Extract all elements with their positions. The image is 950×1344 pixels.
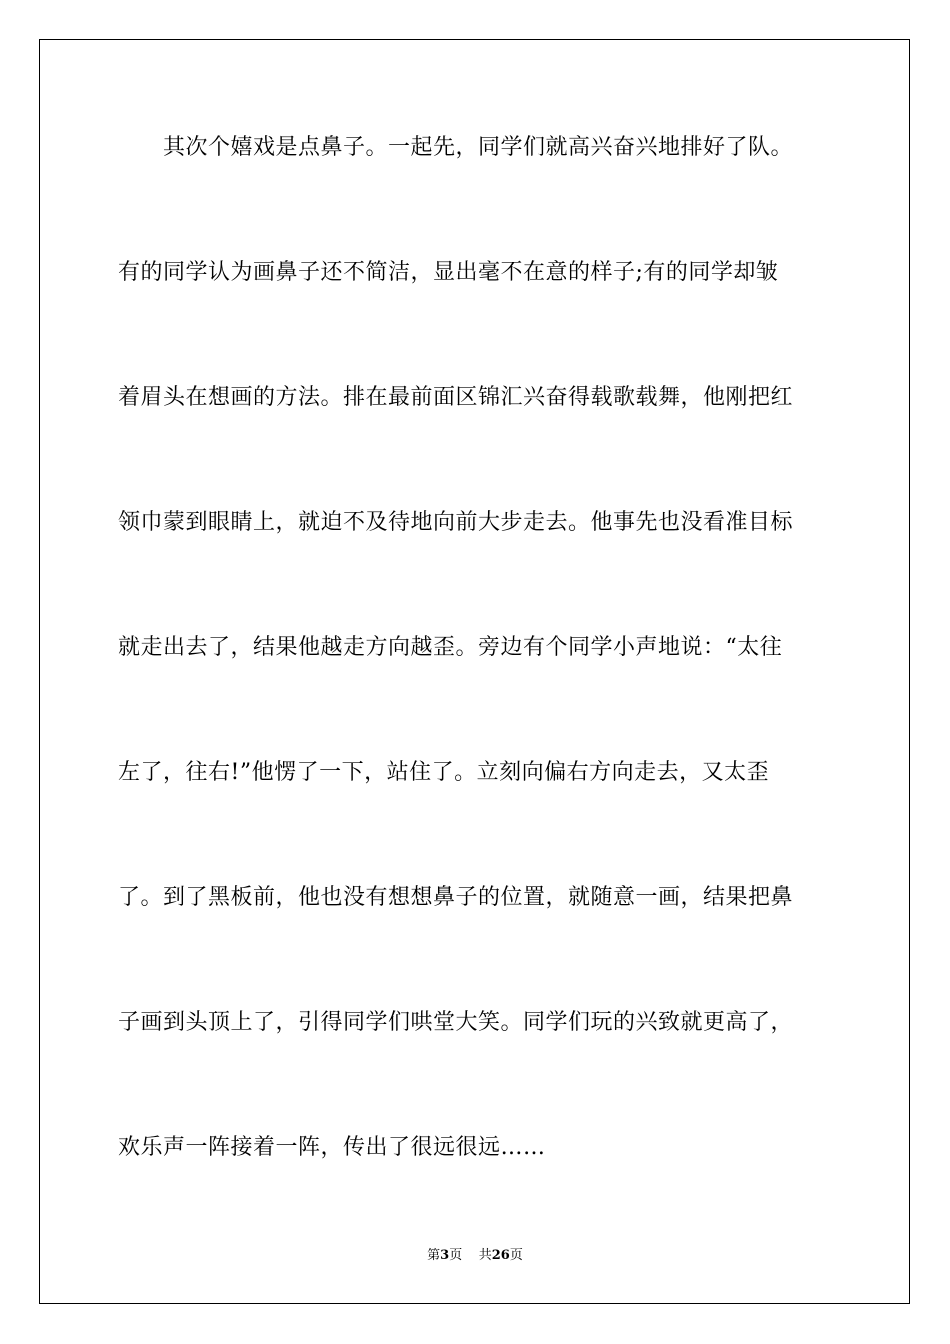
paragraph-line-4: 领巾蒙到眼睛上，就迫不及待地向前大步走去。他事先也没看准目标: [118, 510, 794, 535]
total-page-count: 26: [491, 1248, 510, 1263]
paragraph-line-2: 有的同学认为画鼻子还不简洁，显出毫不在意的样子;有的同学却皱: [118, 260, 779, 285]
page-frame: [39, 39, 910, 1304]
paragraph-line-8: 子画到头顶上了，引得同学们哄堂大笑。同学们玩的兴致就更高了，: [118, 1010, 794, 1035]
paragraph-line-3: 着眉头在想画的方法。排在最前面区锦汇兴奋得载歌载舞，他刚把红: [118, 385, 794, 410]
page-unit: 页: [449, 1248, 463, 1263]
total-prefix: 共: [478, 1248, 492, 1263]
current-page-number: 3: [440, 1248, 450, 1263]
page-footer: [0, 1247, 950, 1265]
paragraph-line-9: 欢乐声一阵接着一阵，传出了很远很远……: [118, 1135, 546, 1160]
paragraph-line-7: 了。到了黑板前，他也没有想想鼻子的位置，就随意一画，结果把鼻: [118, 885, 794, 910]
paragraph-line-6: 左了，往右!”他愣了一下，站住了。立刻向偏右方向走去，又太歪: [118, 760, 770, 785]
page-prefix: 第: [427, 1248, 441, 1263]
paragraph-line-5: 就走出去了，结果他越走方向越歪。旁边有个同学小声地说：“太往: [118, 635, 783, 660]
total-unit: 页: [509, 1248, 523, 1263]
paragraph-line-1: 其次个嬉戏是点鼻子。一起先，同学们就高兴奋兴地排好了队。: [163, 135, 794, 160]
